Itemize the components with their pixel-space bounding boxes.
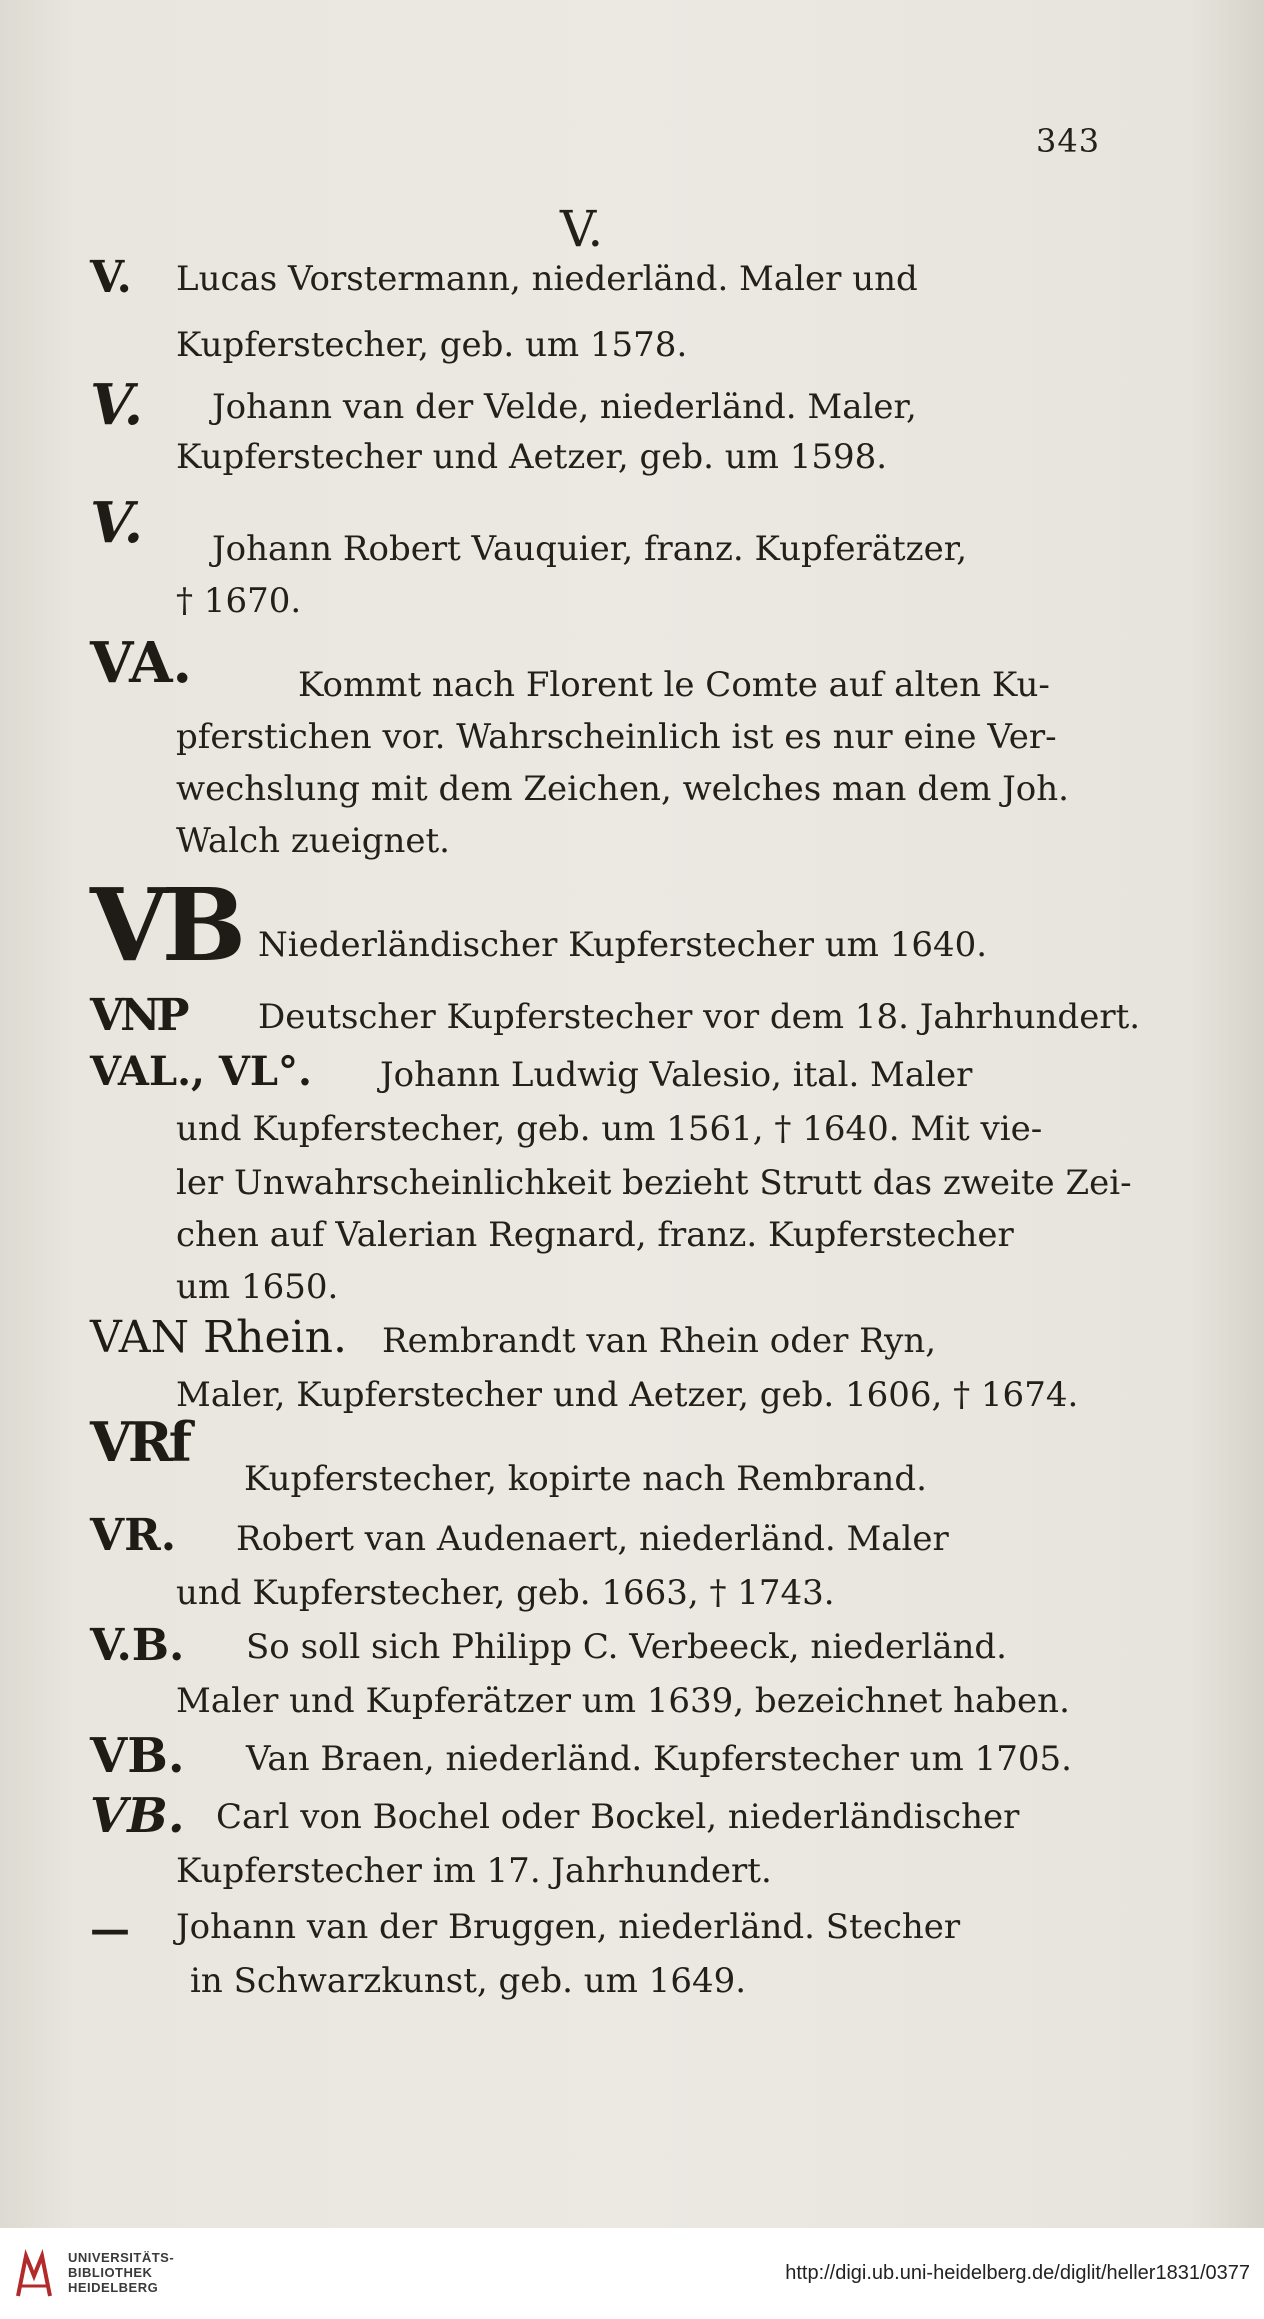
monogram: VB [90, 866, 241, 984]
entry-line: chen auf Valerian Regnard, franz. Kupferstecher [176, 1215, 1014, 1255]
entry-line: Robert van Audenaert, niederländ. Maler [236, 1519, 949, 1559]
monogram: VAN Rhein. [90, 1312, 347, 1363]
monogram: V. [90, 252, 132, 303]
entry-line: Lucas Vorstermann, niederländ. Maler und [176, 259, 918, 299]
entry-line: und Kupferstecher, geb. 1663, † 1743. [176, 1573, 835, 1613]
monogram: V. [90, 490, 144, 556]
monogram: VA. [90, 630, 193, 696]
entry-line: Johann van der Bruggen, niederländ. Stecher [176, 1907, 961, 1947]
monogram: VB. [90, 1728, 185, 1784]
entry-line: † 1670. [176, 581, 302, 621]
entry-line: Johann Robert Vauquier, franz. Kupferätzer, [212, 529, 968, 569]
entry-line: Kupferstecher im 17. Jahrhundert. [176, 1851, 772, 1891]
entry-line: und Kupferstecher, geb. um 1561, † 1640. Mit vie- [176, 1109, 1043, 1149]
monogram: V. [90, 372, 144, 438]
entry-line: Johann Ludwig Valesio, ital. Maler [380, 1055, 973, 1095]
monogram: VRf [90, 1410, 189, 1474]
page-number: 343 [1036, 122, 1101, 160]
entry-line: Johann van der Velde, niederländ. Maler, [212, 387, 917, 427]
entry-line: Rembrandt van Rhein oder Ryn, [382, 1321, 937, 1361]
entry-line: Maler und Kupferätzer um 1639, bezeichnet haben. [176, 1681, 1070, 1721]
footer-bar [0, 2228, 1264, 2319]
library-name: UNIVERSITÄTS- BIBLIOTHEK HEIDELBERG [68, 2250, 175, 2295]
entry-line: Kupferstecher, geb. um 1578. [176, 325, 688, 365]
entry-line: um 1650. [176, 1267, 339, 1307]
entry-line: Kupferstecher und Aetzer, geb. um 1598. [176, 437, 888, 477]
source-url[interactable]: http://digi.ub.uni-heidelberg.de/diglit/heller1831/0377 [785, 2262, 1250, 2284]
entry-line: So soll sich Philipp C. Verbeeck, niederländ. [246, 1627, 1007, 1667]
entry-line: Carl von Bochel oder Bockel, niederländischer [216, 1797, 1020, 1837]
entry-line: wechslung mit dem Zeichen, welches man dem Joh. [176, 769, 1069, 809]
entry-line: Kupferstecher, kopirte nach Rembrand. [244, 1459, 927, 1499]
monogram: VB. [90, 1788, 185, 1844]
library-logo-icon [14, 2246, 54, 2300]
monogram: VR. [90, 1510, 177, 1561]
entry-line: Van Braen, niederländ. Kupferstecher um 1705. [246, 1739, 1072, 1779]
entry-line: pferstichen vor. Wahrscheinlich ist es nur eine Ver- [176, 717, 1057, 757]
monogram: — [90, 1906, 130, 1953]
entry-line: Deutscher Kupferstecher vor dem 18. Jahrhundert. [258, 997, 1141, 1037]
entry-line: ler Unwahrscheinlichkeit bezieht Strutt das zweite Zei- [176, 1163, 1132, 1203]
monogram: VAL., VL°. [90, 1048, 312, 1095]
entry-line: Niederländischer Kupferstecher um 1640. [258, 925, 988, 965]
entry-line: in Schwarzkunst, geb. um 1649. [190, 1961, 747, 2001]
section-heading: V. [560, 200, 604, 258]
entry-line: Walch zueignet. [176, 821, 450, 861]
monogram: VNP [90, 990, 186, 1041]
entry-line: Kommt nach Florent le Comte auf alten Ku- [298, 665, 1050, 705]
monogram: V.B. [90, 1620, 185, 1671]
entry-line: Maler, Kupferstecher und Aetzer, geb. 1606, † 1674. [176, 1375, 1079, 1415]
